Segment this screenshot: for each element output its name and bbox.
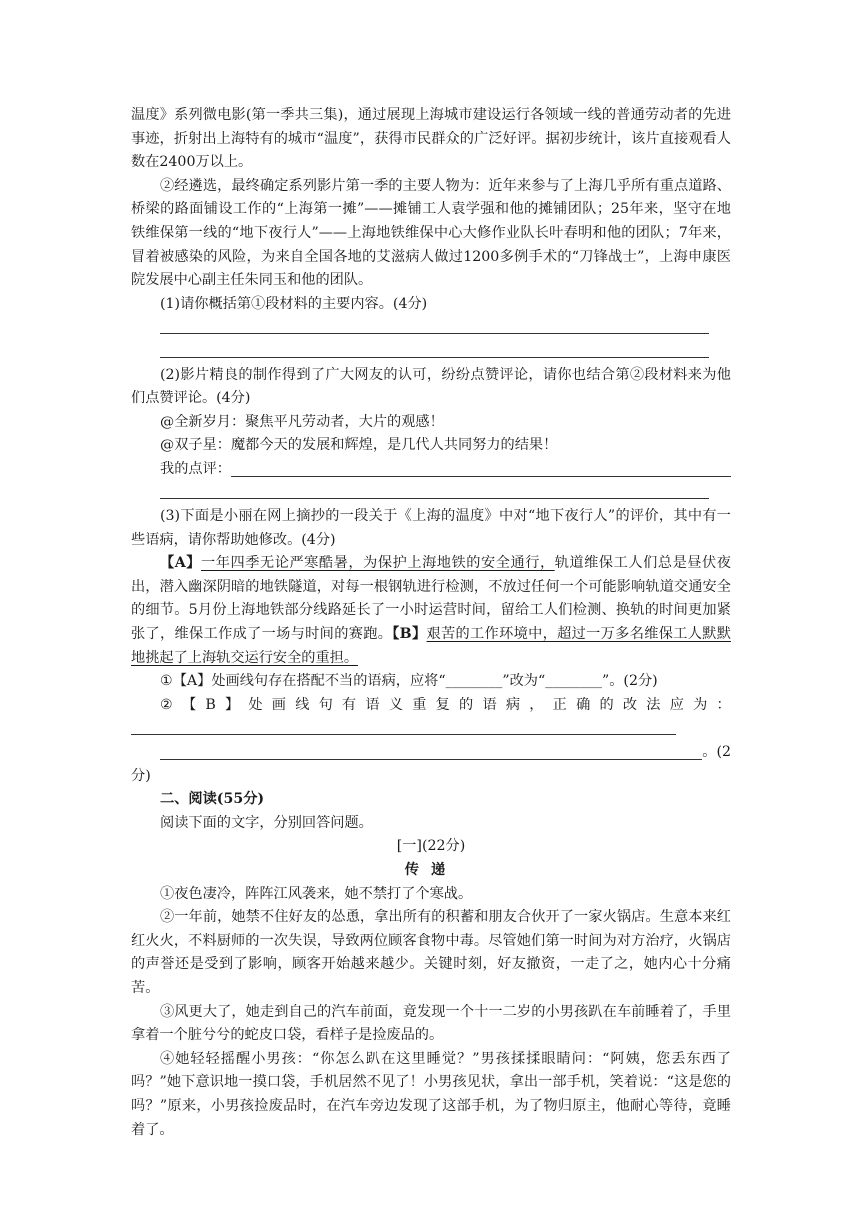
story-paragraph: ③风更大了，她走到自己的汽车前面，竟发现一个十一二岁的小男孩趴在车前睡着了，手里拿着一个脏兮兮的蛇皮口袋，看样子是捡废品的。: [131, 1003, 731, 1044]
sub2-char: 改: [622, 696, 638, 713]
sub2-char: 的: [599, 696, 614, 713]
sub2-char: ，: [529, 696, 544, 713]
material-1-continued: 温度》系列微电影(第一季共三集)，通过展现上海城市建设运行各领域一线的普通劳动者的先进事迹，折射出上海特有的城市“温度”，获得市民群众的广泛好评。据初步统计，该片直接观看人数在2400万以上。: [131, 107, 731, 171]
section-heading: 二、阅读(55分): [160, 791, 265, 808]
sub2-char: 复: [435, 696, 450, 713]
story-title: 传递: [404, 862, 458, 878]
sub2-char: ②: [160, 696, 173, 713]
sub2-char: B: [205, 696, 216, 713]
netizen-comment-1: @全新岁月：聚焦平凡劳动者，大片的观感！: [160, 413, 444, 430]
sub2-char: 确: [576, 696, 591, 713]
sub2-char: 有: [342, 696, 357, 713]
part-heading: [一](22分): [396, 838, 466, 855]
passage-excerpt: [131, 552, 731, 670]
answer-line[interactable]: [131, 717, 731, 741]
story-paragraph: ②一年前，她禁不住好友的怂恿，拿出所有的积蓄和朋友合伙开了一家火锅店。生意本来红红火火，不料厨师的一次失误，导致两位顾客食物中毒。尽管她们第一时间为对方治疗，火锅店的声誉还是受到了影响，顾客开始越来越少。关键时刻，好友撤资，一走了之，她内心十分痛苦。: [131, 909, 731, 996]
sub2-char: 的: [459, 696, 474, 713]
passage-middle: 轨道维保工人们总是昼伏夜出，潜入幽深阴暗的地铁隧道，对每一根钢轨进行检测，不放过任何一个可能影响轨道交通安全的细节。5月份上海地铁部分线路延长了一小时运营时间，留给工人们检测、换轨的时间更加紧张了，维保工作成了一场与时间的赛跑。: [131, 555, 731, 643]
sub2-char: 重: [412, 696, 427, 713]
my-comment-input-line[interactable]: [231, 460, 731, 477]
sub2-char: 病: [505, 696, 521, 713]
material-2: ②经遴选，最终确定系列影片第一季的主要人物为：近年来参与了上海几乎所有重点道路、桥梁的路面铺设工作的“上海第一摊”——摊铺工人袁学强和他的摊铺团队；25年来，坚守在地铁维保第一线的“地下夜行人”——上海地铁维保中心大修作业队长叶春明和他的团队；7年来，冒着被感染的风险，为来自全国各地的艾滋病人做过1200多例手术的“刀锋战士”，上海申康医院发展中心副主任朱同玉和他的团队。: [131, 177, 731, 289]
sub2-char: 为: [693, 696, 708, 713]
netizen-comment-2: @双子星：魔都今天的发展和辉煌，是几代人共同努力的结果！: [160, 437, 558, 454]
story-paragraph: ④她轻轻摇醒小男孩：“你怎么趴在这里睡觉？”男孩揉揉眼睛问：“阿姨，您丢东西了吗？”她下意识地一摸口袋，手机居然不见了！小男孩见状，拿出一部手机，笑着说：“这是您的吗？”原来，小男孩捡废品时，在汽车旁边发现了这部手机，为了物归原主，他耐心等待，竟睡着了。: [131, 1050, 731, 1138]
sub2-score-tail: 分): [131, 767, 151, 784]
document-page: [131, 104, 731, 1142]
sub2-char: 画: [271, 696, 286, 713]
my-comment-row: [131, 458, 731, 482]
question-1: (1)请你概括第①段材料的主要内容。(4分): [160, 295, 428, 312]
sub2-char: 【: [181, 696, 197, 713]
sub2-char: 义: [388, 696, 404, 713]
sub2-score-end: 。(2: [702, 744, 731, 761]
sub-question-1: ①【A】处画线句存在搭配不当的语病，应将“________”改为“________”。(2分): [160, 673, 658, 690]
sub2-char: 应: [669, 696, 684, 713]
question-2: (2)影片精良的制作得到了广大网友的认可，纷纷点赞评论，请你也结合第②段材料来为他们点赞评论。(4分): [131, 366, 731, 407]
tag-a: 【A】: [160, 555, 202, 572]
sub2-char: 语: [365, 696, 380, 713]
underlined-sentence-a: 一年四季无论严寒酷暑，为保护上海地铁的安全通行，: [201, 555, 555, 572]
answer-line[interactable]: [160, 743, 702, 760]
sub2-char: 】: [224, 696, 240, 713]
answer-line[interactable]: [131, 340, 731, 364]
question-3: (3)下面是小丽在网上摘抄的一段关于《上海的温度》中对“地下夜行人”的评价，其中有一些语病，请你帮助她修改。(4分): [131, 508, 731, 548]
sub2-char: 语: [482, 696, 497, 713]
my-comment-label: 我的点评：: [160, 460, 231, 477]
story-paragraph: ①夜色凄冷，阵阵江风袭来，她不禁打了个寒战。: [160, 885, 473, 902]
answer-line[interactable]: [131, 482, 731, 506]
answer-line-end: [131, 741, 731, 765]
sub2-char: 句: [318, 696, 333, 713]
sub-question-2: [131, 694, 731, 718]
sub2-char: 法: [646, 696, 661, 713]
sub2-char: 处: [248, 696, 263, 713]
sub2-char: 线: [295, 696, 310, 713]
reading-instruction: 阅读下面的文字，分别回答问题。: [160, 814, 373, 831]
sub2-char: 正: [552, 696, 567, 713]
answer-line[interactable]: [131, 316, 731, 340]
underlined-sentence-b: 艰苦的工作环境中，超过一万多名维保工人默默地挑起了上海轨交运行安全的重担。: [131, 626, 731, 666]
tag-b: 【B】: [392, 626, 427, 643]
sub2-char: ：: [716, 696, 731, 713]
